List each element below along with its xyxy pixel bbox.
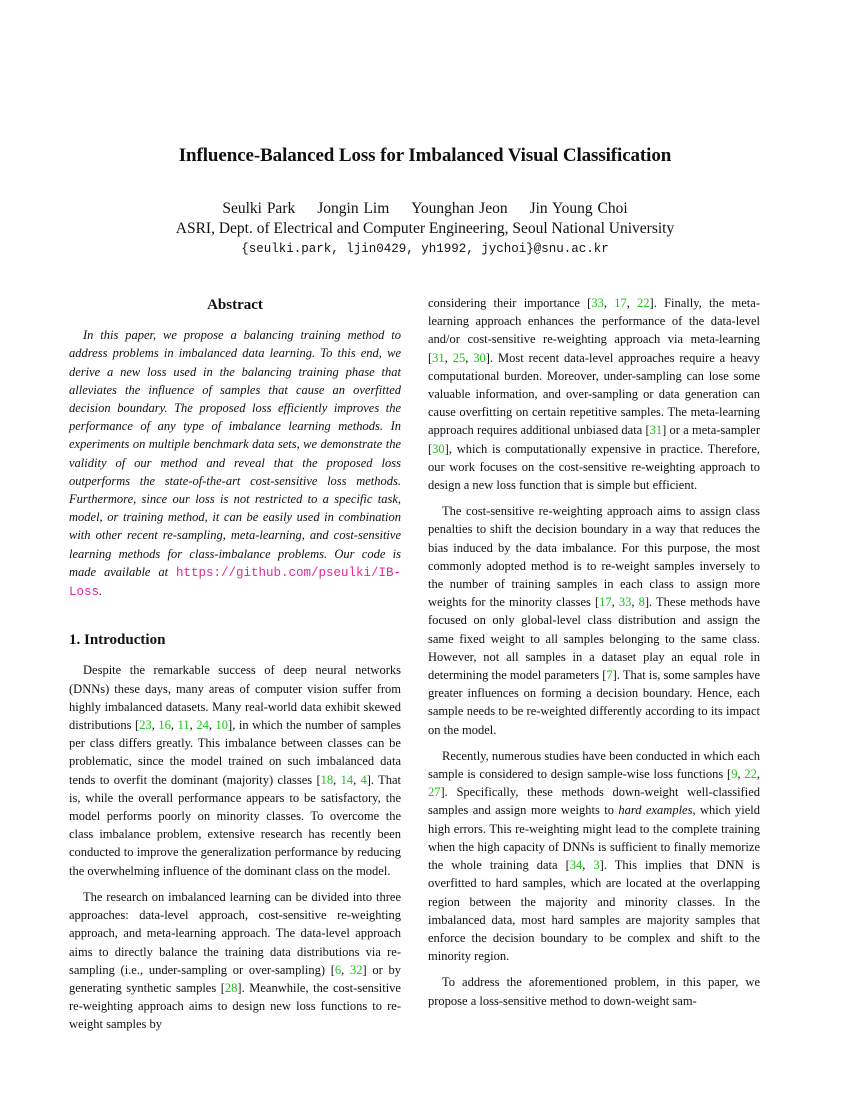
text-run: ]. Meanwhile, the cost-sensitive re-weighting approach aims to design new loss functions to re-weight samples by xyxy=(69,980,401,1032)
abstract-text xyxy=(69,326,401,601)
text-run: , xyxy=(151,718,159,733)
citation-link[interactable]: 33 xyxy=(618,595,632,610)
citation-link[interactable]: 22 xyxy=(744,767,757,782)
text-run: , xyxy=(341,962,350,977)
emphasis: hard examples xyxy=(618,803,693,818)
citation-link[interactable]: 31 xyxy=(649,423,663,438)
abstract-heading: Abstract xyxy=(207,297,263,313)
citation-link[interactable]: 30 xyxy=(432,441,445,456)
citation-link[interactable]: 11 xyxy=(177,718,190,733)
citation-link[interactable]: 14 xyxy=(340,772,354,787)
right-column xyxy=(428,294,760,1010)
paragraph xyxy=(428,502,760,739)
citation-link[interactable]: 33 xyxy=(591,296,604,310)
citation-link[interactable]: 8 xyxy=(638,595,645,610)
text-run: ]. Specifically, these methods down-weight well-classified samples and assign more weights to xyxy=(428,785,760,818)
text-run: ] or a meta-sampler [ xyxy=(428,423,760,456)
author-list xyxy=(0,200,850,218)
author-name: Younghan Jeon xyxy=(411,200,508,217)
text-run: ]. Finally, the meta-learning approach enhances the performance of the data-level and/or cost-sensitive re-weighting approach via meta-learning [ xyxy=(428,296,760,365)
citation-link[interactable]: 25 xyxy=(452,350,466,365)
citation-link[interactable]: 16 xyxy=(158,718,171,733)
text-run: ]. Most recent data-level approaches require a heavy computational burden. Moreover, under-sampling can lose some valuable information, and over-sampling or data generation can cause overfitting on certain repetitive samples. The meta-learning approach requires additional unbiased data [ xyxy=(428,350,760,438)
text-run: ] or by generating synthetic samples [ xyxy=(69,962,401,995)
text-run: , xyxy=(611,595,619,610)
citation-link[interactable]: 27 xyxy=(428,785,441,800)
paper-title: Influence-Balanced Loss for Imbalanced Visual Classification xyxy=(178,145,672,166)
citation-link[interactable]: 6 xyxy=(334,962,342,977)
author-name: Jin Young Choi xyxy=(529,200,628,217)
affiliation: ASRI, Dept. of Electrical and Computer Engineering, Seoul National University xyxy=(175,220,675,237)
text-run: , xyxy=(465,350,474,365)
citation-link[interactable]: 31 xyxy=(432,350,445,365)
left-column xyxy=(69,294,401,1034)
paragraph xyxy=(69,661,401,879)
citation-link[interactable]: 17 xyxy=(599,595,612,610)
citation-link[interactable]: 28 xyxy=(224,980,238,995)
text-run: , xyxy=(170,718,178,733)
citation-link[interactable]: 7 xyxy=(606,668,613,683)
citation-link[interactable]: 9 xyxy=(731,767,738,782)
code-link[interactable]: https://github.com/pseulki/IB-Loss xyxy=(69,565,401,600)
text-run: , xyxy=(626,296,638,310)
text-run: , which yield high errors. This re-weighting might lead to the complete training when the high capacity of DNNs is sufficient to finally memorize the whole training data [ xyxy=(428,803,760,873)
citation-link[interactable]: 10 xyxy=(215,718,229,733)
text-run: , xyxy=(208,718,216,733)
paragraph: Recently, numerous studies have been conducted in which each sample is considered to design sample-wise loss functions [9, 22, 27]. Specifically, these methods down-weight well-classified samples and assign more weights to hard examples, which yield high errors. This re-weighting might lead to the complete training when the high capacity of DNNs is sufficient to finally memorize the whole training data [34, 3]. This implies that DNN is overfitted to hard samples, which are located at the overlapping region between the majority and minority classes. In the imbalanced data, most hard samples are majority samples that enforce the decision boundary to be complex and shift to the minority region. xyxy=(428,748,760,964)
text-run: ]. That is, some samples have greater influences on forming a decision boundary. Hence, each sample needs to be re-weighted differently according to its impact on the model. xyxy=(428,668,760,737)
citation-link[interactable]: 3 xyxy=(593,858,600,873)
text-run: ]. These methods have focused on only global-level class distribution and assign the same fixed weight to all samples belonging to the same class. However, not all samples in a dataset play an equal role in determining the model parameters [ xyxy=(428,595,761,683)
text-run: ]. This implies that DNN is overfitted to hard samples, which are located at the overlapping region between the majority and minority classes. In the imbalanced data, most hard samples are majority samples that enforce the decision boundary to be complex and shift to the minority region. xyxy=(428,858,760,964)
citation-link[interactable]: 22 xyxy=(637,296,650,310)
text-run: , xyxy=(603,296,615,310)
text-run: Despite the remarkable success of deep neural networks (DNNs) these days, many areas of computer vision suffer from highly imbalanced datasets. Many real-world data exhibit skewed distributions [ xyxy=(69,663,401,733)
citation-link[interactable]: 34 xyxy=(569,858,583,873)
text-run: ], in which the number of samples per class differs greatly. This imbalance between classes can be problematic, since the model trained on such imbalanced data tends to overfit the dominant (majority) classes [ xyxy=(69,718,402,787)
text-run: , xyxy=(333,772,341,787)
citation-link[interactable]: 18 xyxy=(320,772,334,787)
citation-link[interactable]: 17 xyxy=(614,296,627,310)
author-name: Jongin Lim xyxy=(317,200,390,217)
text-run: ], which is computationally expensive in practice. Therefore, our work focuses on the cost-sensitive re-weighting approach to design a new loss function that is simple but efficient. xyxy=(428,441,760,493)
abstract-period: . xyxy=(99,584,103,599)
text-run: Recently, numerous studies have been conducted in which each sample is considered to design sample-wise loss functions [ xyxy=(428,748,760,782)
text-run: The research on imbalanced learning can be divided into three approaches: data-level approach, cost-sensitive re-weighting approach, and meta-learning approach. The data-level approach aims to directly balance the training data distributions via re-sampling (i.e., under-sampling or over-sampling) [ xyxy=(69,889,401,977)
text-run: ]. That is, while the overall performance appears to be satisfactory, the model performs poorly on minority classes. To overcome the class imbalance problem, extensive research has recently been conducted to improve the generalization performance by reducing the overwhelming influence of the dominant class on the model. xyxy=(69,772,402,878)
paragraph xyxy=(428,294,760,494)
citation-link[interactable]: 24 xyxy=(196,718,209,733)
citation-link[interactable]: 23 xyxy=(139,718,152,733)
section-heading-introduction: 1. Introduction xyxy=(69,632,166,649)
author-emails: {seulki.park, ljin0429, yh1992, jychoi}@snu.ac.kr xyxy=(241,242,609,256)
text-run: considering their importance [ xyxy=(428,296,592,310)
text-run: The cost-sensitive re-weighting approach aims to assign class penalties to shift the decision boundary in a way that reduces the bias induced by the data imbalance. For this purpose, the most commonly adopted method is to re-weight samples inversely to the number of training samples in each class to assign more weights for the minority classes [ xyxy=(428,504,760,610)
text-run: , xyxy=(444,350,453,365)
author-name: Seulki Park xyxy=(222,200,296,217)
citation-link[interactable]: 32 xyxy=(349,962,363,977)
text-run: , xyxy=(189,718,197,733)
text-run: , xyxy=(353,772,361,787)
citation-link[interactable]: 4 xyxy=(360,772,367,787)
text-run: , xyxy=(631,595,639,610)
paragraph: To address the aforementioned problem, in this paper, we propose a loss-sensitive method to down-weight sam- xyxy=(428,975,760,1008)
paragraph xyxy=(69,888,401,1034)
citation-link[interactable]: 30 xyxy=(473,350,486,365)
abstract-body: In this paper, we propose a balancing training method to address problems in imbalanced data learning. To this end, we derive a new loss used in the balancing training phase that alleviates the influence of samples that cause an overfitted decision boundary. The proposed loss efficiently improves the performance of any type of imbalance learning methods. In experiments on multiple benchmark data sets, we demonstrate the validity of our method and reveal that the proposed loss outperforms the state-of-the-art cost-sensitive loss methods. Furthermore, since our loss is not restricted to a specific task, model, or training method, it can be easily used in combination with other recent re-sampling, meta-learning, and cost-sensitive learning methods for class-imbalance problems. Our code is made available at xyxy=(69,328,401,579)
